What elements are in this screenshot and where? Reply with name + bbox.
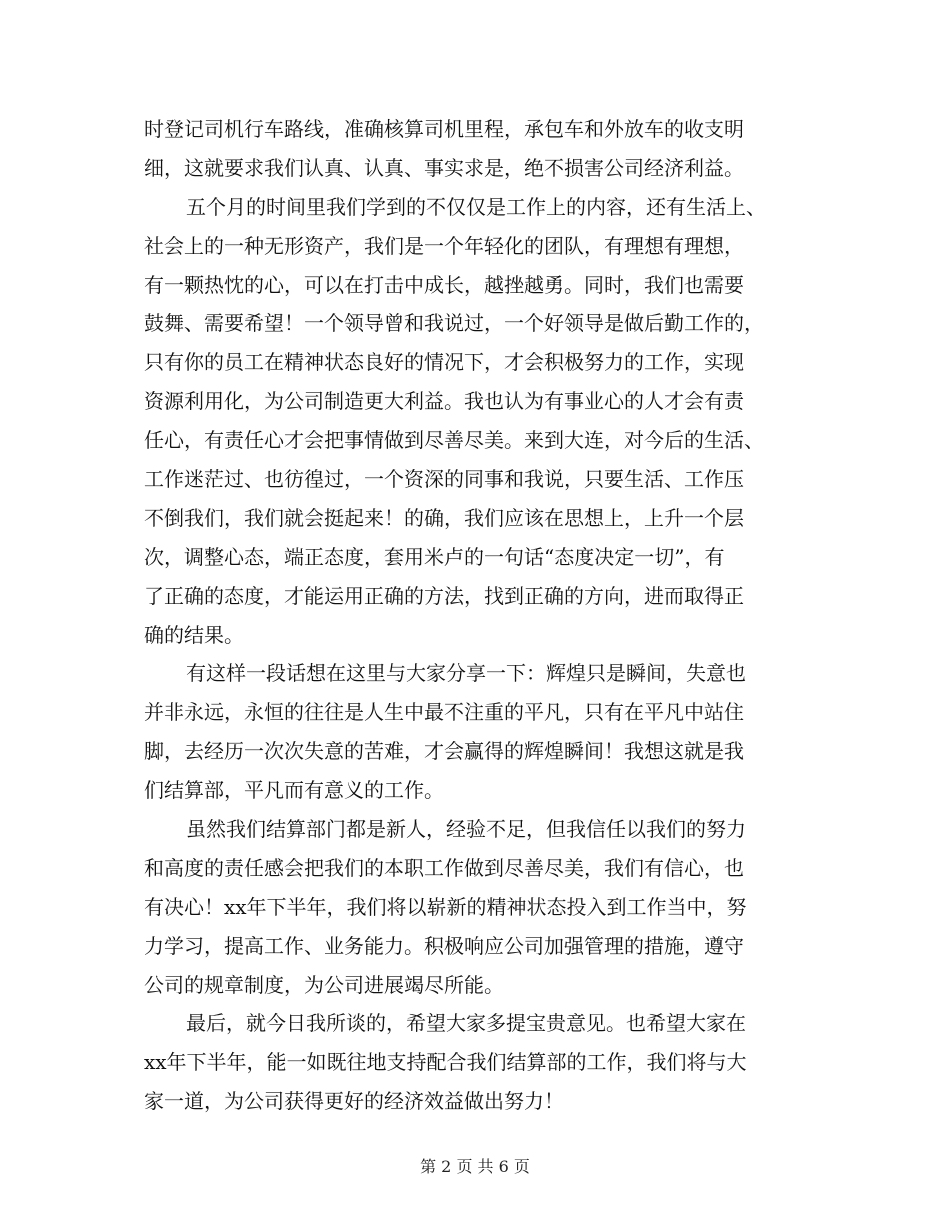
- text-line: xx年下半年，能一如既往地支持配合我们结算部的工作，我们将与大: [144, 1050, 747, 1075]
- text-line: 和高度的责任感会把我们的本职工作做到尽善尽美，我们有信心，也: [144, 855, 744, 880]
- text-line: 工作迷茫过、也彷徨过，一个资深的同事和我说，只要生活、工作压: [144, 467, 744, 492]
- text-line: 细，这就要求我们认真、认真、事实求是，绝不损害公司经济利益。: [144, 155, 744, 180]
- text-line: 们结算部，平凡而有意义的工作。: [144, 778, 444, 803]
- document-body: [144, 110, 814, 1121]
- text-line: 有决心！xx年下半年，我们将以崭新的精神状态投入到工作当中，努: [144, 894, 747, 919]
- page-footer: 第 2 页 共 6 页: [420, 1157, 530, 1176]
- text-line: 家一道，为公司获得更好的经济效益做出努力！: [144, 1089, 564, 1114]
- text-line: 力学习，提高工作、业务能力。积极响应公司加强管理的措施，遵守: [144, 933, 744, 958]
- text-line: 不倒我们，我们就会挺起来！的确，我们应该在思想上，上升一个层: [144, 505, 744, 530]
- text-line: 最后，就今日我所谈的，希望大家多提宝贵意见。也希望大家在: [186, 1011, 746, 1036]
- text-line: 任心，有责任心才会把事情做到尽善尽美。来到大连，对今后的生活、: [144, 428, 764, 453]
- text-line: 有这样一段话想在这里与大家分享一下：辉煌只是瞬间，失意也: [186, 661, 746, 686]
- text-line: 了正确的态度，才能运用正确的方法，找到正确的方向，进而取得正: [144, 583, 744, 608]
- text-line: 社会上的一种无形资产，我们是一个年轻化的团队，有理想有理想，: [144, 233, 744, 258]
- text-line: 确的结果。: [144, 622, 244, 647]
- text-line: 公司的规章制度，为公司进展竭尽所能。: [144, 972, 504, 997]
- text-line: 有一颗热忱的心，可以在打击中成长，越挫越勇。同时，我们也需要: [144, 272, 744, 297]
- text-line: 脚，去经历一次次失意的苦难，才会赢得的辉煌瞬间！我想这就是我: [144, 739, 744, 764]
- text-line: 只有你的员工在精神状态良好的情况下，才会积极努力的工作，实现: [144, 350, 744, 375]
- text-line: 五个月的时间里我们学到的不仅仅是工作上的内容，还有生活上、: [186, 194, 766, 219]
- text-line: 并非永远，永恒的往往是人生中最不注重的平凡，只有在平凡中站住: [144, 700, 744, 725]
- text-line: 时登记司机行车路线，准确核算司机里程，承包车和外放车的收支明: [144, 117, 744, 141]
- text-line: 资源利用化，为公司制造更大利益。我也认为有事业心的人才会有责: [144, 389, 744, 414]
- text-line: 虽然我们结算部门都是新人，经验不足，但我信任以我们的努力: [186, 817, 746, 842]
- text-line: 鼓舞、需要希望！一个领导曾和我说过，一个好领导是做后勤工作的，: [144, 311, 764, 336]
- text-line: 次，调整心态，端正态度，套用米卢的一句话“态度决定一切”，有: [144, 544, 725, 569]
